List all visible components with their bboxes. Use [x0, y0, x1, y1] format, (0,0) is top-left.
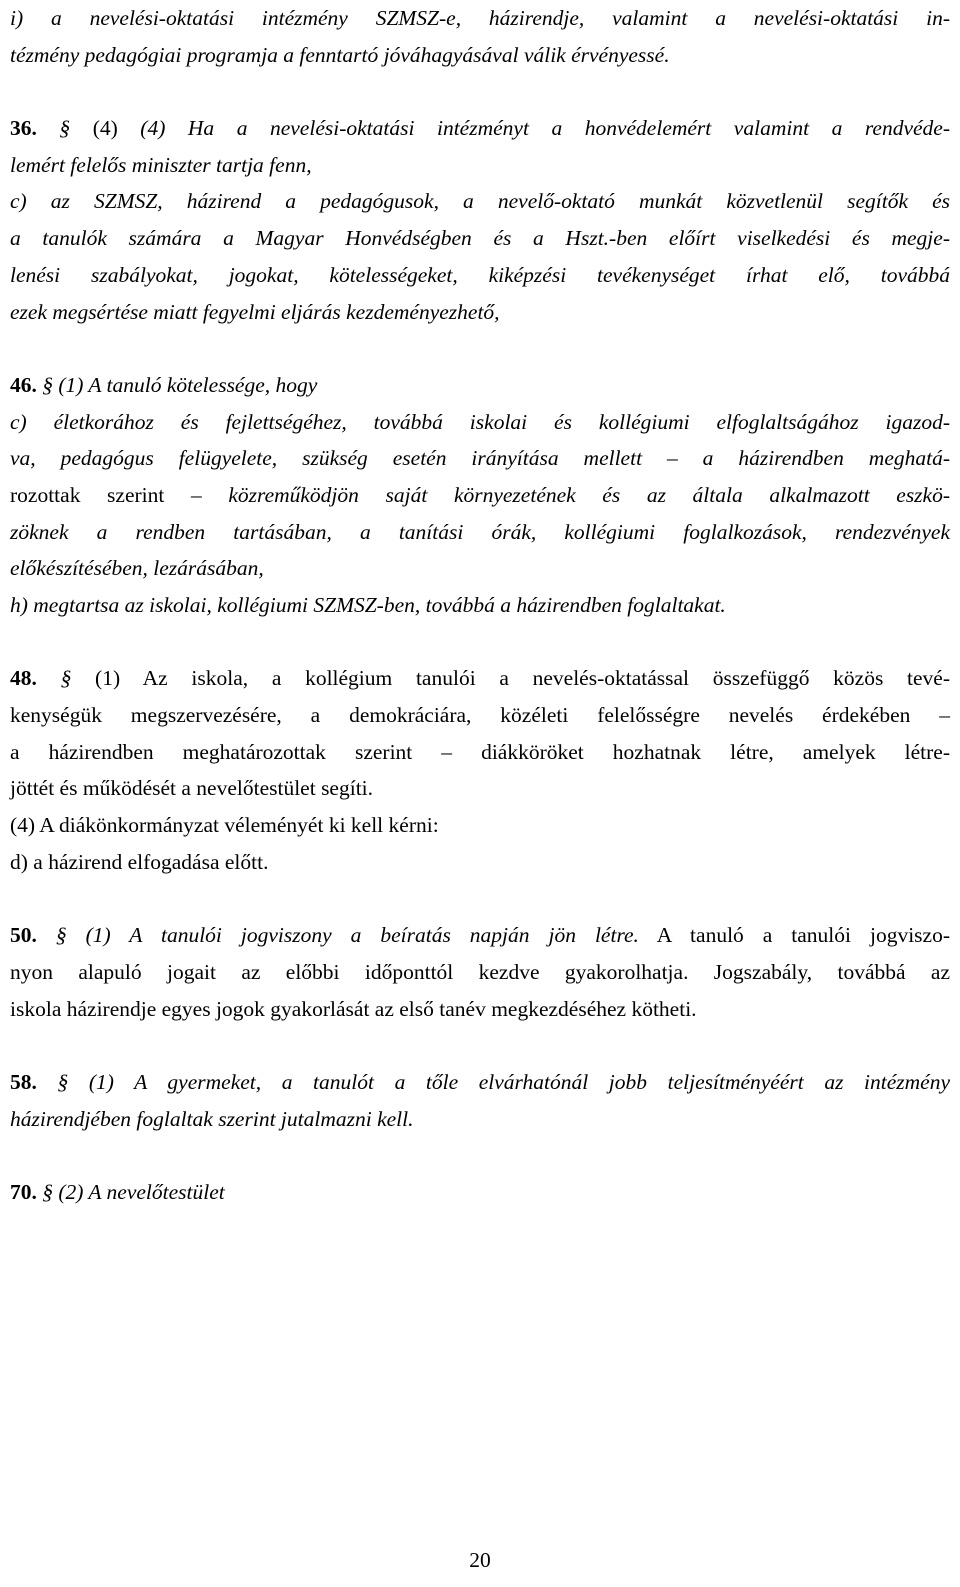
intro-line-1: i) a nevelési-oktatási intézmény SZMSZ-e, házirendje, valamint a nevelési-oktatási in- — [10, 6, 950, 30]
section-48-line-2: kenységük megszervezésére, a demokráciára, közéleti felelősségre nevelés érdekében – — [10, 703, 950, 728]
section-sign: § — [60, 666, 72, 691]
section-48-line-4: jöttét és működését a nevelőtestület segíti. — [10, 776, 374, 801]
section-46-text: – közreműködjön saját környezetének és az általa alkalmazott eszkö- — [164, 482, 950, 507]
section-number: 36. — [10, 116, 37, 141]
section-48-line-6: d) a házirend elfogadása előtt. — [10, 849, 269, 874]
section-sign: § — [59, 116, 71, 141]
section-36-line-1 — [10, 110, 950, 147]
paragraph-gap — [10, 624, 950, 661]
section-70-text: (2) A nevelőtestület — [58, 1180, 225, 1204]
section-36-line-5: lenési szabályokat, jogokat, kötelességeket, kiképzési tevékenységet írhat elő, továbbá — [10, 262, 950, 287]
section-46-line-5: zöknek a rendben tartásában, a tanítási órák, kollégiumi foglalkozások, rendezvények — [10, 519, 950, 544]
section-46-text: rozottak szerint — [10, 482, 165, 507]
section-number: 46. — [10, 372, 37, 397]
section-46-text: (1) A tanuló kötelessége, hogy — [58, 372, 318, 397]
section-36-text: -ben előírt viselkedési és megje- — [609, 226, 950, 251]
section-48-line-1 — [10, 660, 950, 697]
section-58-text: (1) A gyermeket, a tanulót a tőle elvárhatónál jobb teljesítményéért az intézmény — [88, 1069, 950, 1094]
section-50-line-3: iskola házirendje egyes jogok gyakorlását az első tanév megkezdéséhez kötheti. — [10, 996, 697, 1021]
paragraph-gap — [10, 1027, 950, 1064]
section-sign: § — [42, 372, 53, 397]
section-50-line-1 — [10, 917, 950, 954]
document-page — [10, 0, 950, 1211]
section-36-line-6: ezek megsértése miatt fegyelmi eljárás kezdeményezhető, — [10, 299, 500, 324]
section-number: 48. — [10, 666, 37, 691]
paragraph-gap — [10, 881, 950, 918]
section-50-line-2: nyon alapuló jogait az előbbi időponttól kezdve gyakorolhatja. Jogszabály, továbbá az — [10, 959, 950, 984]
section-36-line-4 — [10, 220, 950, 257]
section-46-line-4 — [10, 477, 950, 514]
paragraph-gap — [10, 73, 950, 110]
section-50-text: (1) A tanulói jogviszony a beíratás napján jön létre. — [85, 923, 639, 948]
section-number: 50. — [10, 923, 37, 948]
section-36-text: (4) Ha a nevelési-oktatási intézményt a honvédelemért valamint a rendvéde- — [140, 116, 950, 141]
section-36-text: a tanulók számára a Magyar Honvédségben és a Hszt. — [10, 226, 610, 251]
section-sign: § — [42, 1180, 53, 1204]
section-number: 70. — [10, 1180, 37, 1204]
section-50-text: A tanuló a tanulói jogviszo- — [638, 923, 950, 948]
subsection-label: (4) — [92, 116, 118, 141]
section-48-text: (1) Az iskola, a kollégium tanulói a nevelés-oktatással összefüggő közös tevé- — [95, 666, 950, 691]
section-46-line-6: előkészítésében, lezárásában, — [10, 556, 264, 581]
section-36-line-2: lemért felelős miniszter tartja fenn, — [10, 152, 312, 177]
section-sign: § — [55, 923, 67, 948]
section-sign: § — [57, 1069, 69, 1094]
intro-line-2: tézmény pedagógiai programja a fenntartó jóváhagyásával válik érvényessé. — [10, 42, 670, 67]
section-58-line-2: házirendjében foglaltak szerint jutalmazni kell. — [10, 1106, 414, 1131]
section-number: 58. — [10, 1069, 37, 1094]
section-46-line-3: va, pedagógus felügyelete, szükség esetén irányítása mellett – a házirendben meghatá- — [10, 446, 950, 471]
section-48-line-3: a házirendben meghatározottak szerint – diákköröket hozhatnak létre, amelyek létre- — [10, 739, 950, 764]
paragraph-gap — [10, 1137, 950, 1174]
section-48-line-5: (4) A diákönkormányzat véleményét ki kell kérni: — [10, 813, 439, 838]
paragraph-gap — [10, 330, 950, 367]
section-58-line-1 — [10, 1064, 950, 1101]
section-46-line-2: c) életkorához és fejlettségéhez, továbbá iskolai és kollégiumi elfoglaltságához igazod- — [10, 409, 950, 434]
section-46-line-1 — [10, 367, 950, 404]
section-36-line-3: c) az SZMSZ, házirend a pedagógusok, a nevelő-oktató munkát közvetlenül segítők és — [10, 189, 950, 214]
page-number: 20 — [469, 1548, 491, 1572]
section-46-line-7: h) megtartsa az iskolai, kollégiumi SZMSZ-ben, továbbá a házirendben foglaltakat. — [10, 593, 726, 617]
section-70-line-1 — [10, 1174, 950, 1211]
